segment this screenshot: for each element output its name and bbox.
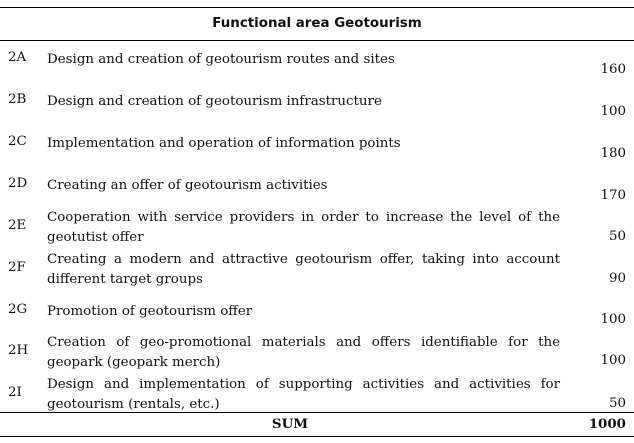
sum-top-rule — [0, 412, 634, 413]
row-value: 160 — [600, 62, 626, 77]
row-code: 2F — [8, 260, 26, 275]
row-value: 90 — [608, 271, 626, 286]
row-code: 2C — [8, 134, 27, 149]
row-description: Creating a modern and attractive geotourism offer, taking into account different target groups — [47, 252, 560, 287]
table-bottom-rule — [0, 436, 634, 437]
row-code: 2B — [8, 92, 27, 107]
row-description: Promotion of geotourism offer — [47, 304, 253, 319]
row-description: Creation of geo-promotional materials and offers identifiable for the geopark (geopark merch) — [47, 335, 560, 370]
row-description: Cooperation with service providers in order to increase the level of the geotutist offer — [47, 210, 560, 245]
row-value: 170 — [600, 188, 626, 203]
row-value: 100 — [600, 353, 626, 368]
row-description: Creating an offer of geotourism activities — [47, 178, 328, 193]
row-code: 2D — [8, 176, 28, 191]
row-value: 100 — [600, 312, 626, 327]
row-value: 50 — [608, 396, 626, 411]
row-code: 2G — [8, 302, 28, 317]
row-code: 2A — [8, 50, 27, 65]
table-top-rule — [0, 7, 634, 8]
table-title: Functional area Geotourism — [212, 16, 422, 31]
sum-value: 1000 — [588, 416, 626, 432]
row-code: 2I — [8, 385, 22, 400]
row-code: 2E — [8, 218, 27, 233]
sum-label: SUM — [271, 416, 309, 432]
row-description: Design and creation of geotourism infrastructure — [47, 94, 382, 109]
row-value: 50 — [608, 229, 626, 244]
row-code: 2H — [8, 343, 29, 358]
row-value: 100 — [600, 104, 626, 119]
row-value: 180 — [600, 146, 626, 161]
row-description: Design and implementation of supporting activities and activities for geotourism (rentals, etc.) — [47, 377, 560, 412]
row-description: Implementation and operation of information points — [47, 136, 401, 151]
row-description: Design and creation of geotourism routes and sites — [47, 52, 395, 67]
header-rule — [0, 40, 634, 41]
